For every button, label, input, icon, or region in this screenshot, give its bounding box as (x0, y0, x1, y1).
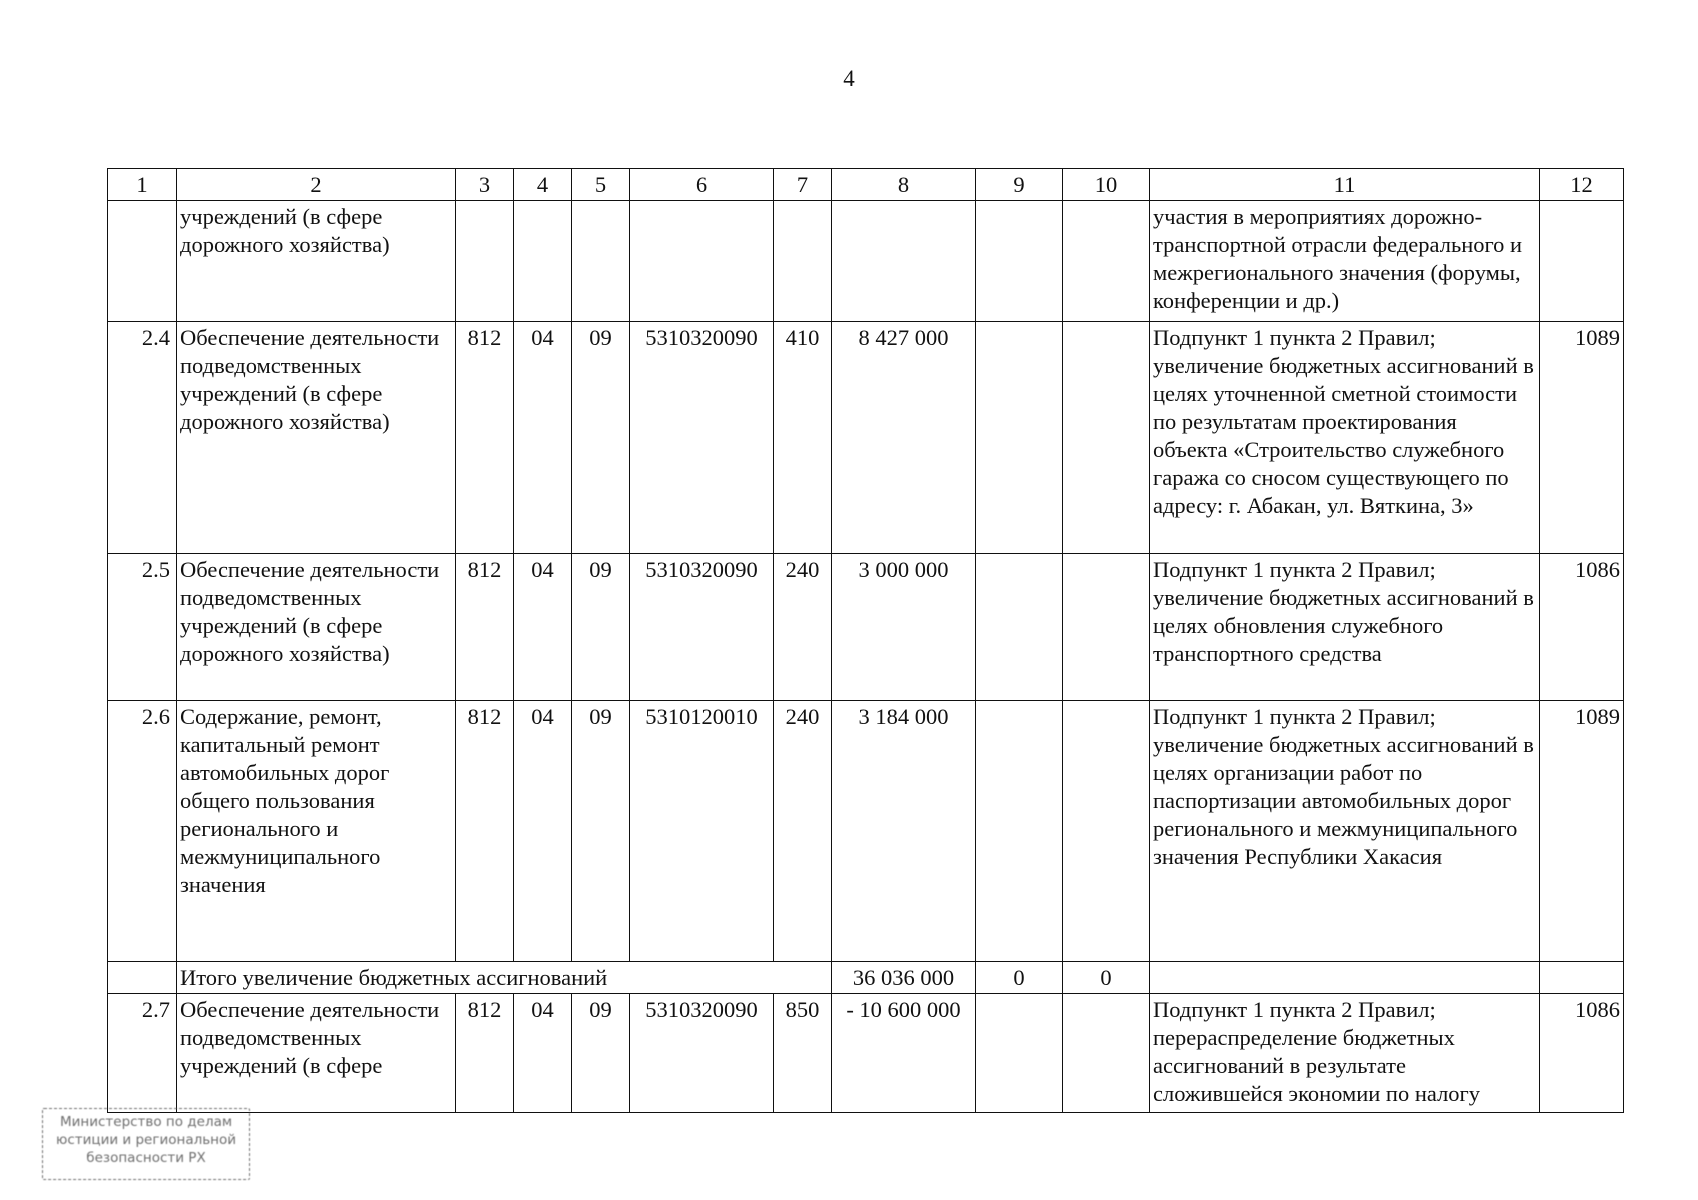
ministry-code-cell: 812 (456, 554, 514, 701)
amount-year2-cell (976, 554, 1063, 701)
expense-type-cell (774, 201, 832, 322)
amount-cell: - 10 600 000 (832, 994, 976, 1113)
budget-allocation-table (107, 168, 1624, 1113)
code-cell: 1089 (1540, 322, 1624, 554)
column-header: 2 (177, 169, 456, 201)
item-name-cell: учреждений (в сфере дорожного хозяйства) (177, 201, 456, 322)
total-label: Итого увеличение бюджетных ассигнований (177, 962, 832, 994)
table-row (108, 701, 1624, 962)
ministry-code-cell: 812 (456, 994, 514, 1113)
column-header: 9 (976, 169, 1063, 201)
column-header: 3 (456, 169, 514, 201)
target-article-cell: 5310320090 (630, 554, 774, 701)
target-article-cell: 5310320090 (630, 322, 774, 554)
code-cell: 1089 (1540, 701, 1624, 962)
section-code-cell: 04 (514, 701, 572, 962)
page-number: 4 (843, 66, 855, 91)
amount-year2-cell (976, 322, 1063, 554)
column-header: 11 (1150, 169, 1540, 201)
column-header: 5 (572, 169, 630, 201)
table-row (108, 322, 1624, 554)
total-row (108, 962, 1624, 994)
row-number-cell (108, 962, 177, 994)
subsection-code-cell: 09 (572, 701, 630, 962)
item-name-cell: Обеспечение деятельности подведомственных учреждений (в сфере дорожного хозяйства) (177, 322, 456, 554)
section-code-cell: 04 (514, 554, 572, 701)
justification-cell: Подпункт 1 пункта 2 Правил; перераспределение бюджетных ассигнований в результате сложившейся экономии по налогу (1150, 994, 1540, 1113)
amount-cell (832, 201, 976, 322)
section-code-cell (514, 201, 572, 322)
section-code-cell: 04 (514, 994, 572, 1113)
justification-cell (1150, 962, 1540, 994)
expense-type-cell: 410 (774, 322, 832, 554)
amount-year3-cell (1063, 994, 1150, 1113)
column-header: 7 (774, 169, 832, 201)
subsection-code-cell: 09 (572, 554, 630, 701)
item-name-cell: Содержание, ремонт, капитальный ремонт автомобильных дорог общего пользования регионального и межмуниципального значения (177, 701, 456, 962)
subsection-code-cell: 09 (572, 994, 630, 1113)
amount-year3-cell (1063, 554, 1150, 701)
header-row (108, 169, 1624, 201)
ministry-stamp (42, 1108, 250, 1180)
item-name-cell: Обеспечение деятельности подведомственных учреждений (в сфере (177, 994, 456, 1113)
column-header: 12 (1540, 169, 1624, 201)
total-amount-cell: 36 036 000 (832, 962, 976, 994)
amount-year3-cell (1063, 701, 1150, 962)
row-number-cell: 2.7 (108, 994, 177, 1113)
amount-year2-cell (976, 701, 1063, 962)
amount-year3-cell (1063, 322, 1150, 554)
subsection-code-cell (572, 201, 630, 322)
row-number-cell: 2.4 (108, 322, 177, 554)
code-cell: 1086 (1540, 554, 1624, 701)
row-number-cell (108, 201, 177, 322)
total-year3-cell: 0 (1063, 962, 1150, 994)
code-cell: 1086 (1540, 994, 1624, 1113)
subsection-code-cell: 09 (572, 322, 630, 554)
justification-cell: Подпункт 1 пункта 2 Правил; увеличение бюджетных ассигнований в целях обновления служебного транспортного средства (1150, 554, 1540, 701)
table-row (108, 994, 1624, 1113)
column-header: 10 (1063, 169, 1150, 201)
target-article-cell: 5310120010 (630, 701, 774, 962)
column-header: 4 (514, 169, 572, 201)
stamp-line: юстиции и региональной (55, 1132, 237, 1148)
code-cell (1540, 201, 1624, 322)
target-article-cell (630, 201, 774, 322)
ministry-code-cell: 812 (456, 322, 514, 554)
amount-cell: 8 427 000 (832, 322, 976, 554)
amount-year3-cell (1063, 201, 1150, 322)
justification-cell: Подпункт 1 пункта 2 Правил; увеличение бюджетных ассигнований в целях организации работ по паспортизации автомобильных дорог регионального и межмуниципального значения Республики Хакасия (1150, 701, 1540, 962)
expense-type-cell: 240 (774, 554, 832, 701)
amount-year2-cell (976, 994, 1063, 1113)
total-year2-cell: 0 (976, 962, 1063, 994)
justification-cell: участия в мероприятиях дорожно-транспортной отрасли федерального и межрегионального значения (форумы, конференции и др.) (1150, 201, 1540, 322)
amount-cell: 3 184 000 (832, 701, 976, 962)
target-article-cell: 5310320090 (630, 994, 774, 1113)
column-header: 6 (630, 169, 774, 201)
amount-cell: 3 000 000 (832, 554, 976, 701)
justification-cell: Подпункт 1 пункта 2 Правил; увеличение бюджетных ассигнований в целях уточненной сметной стоимости по результатам проектирования объекта «Строительство служебного гаража со сносом существующего по адресу: г. Абакан, ул. Вяткина, 3» (1150, 322, 1540, 554)
amount-year2-cell (976, 201, 1063, 322)
item-name-cell: Обеспечение деятельности подведомственных учреждений (в сфере дорожного хозяйства) (177, 554, 456, 701)
section-code-cell: 04 (514, 322, 572, 554)
stamp-line: безопасности РХ (86, 1150, 206, 1166)
expense-type-cell: 240 (774, 701, 832, 962)
column-header: 1 (108, 169, 177, 201)
ministry-code-cell: 812 (456, 701, 514, 962)
code-cell (1540, 962, 1624, 994)
stamp-line: Министерство по делам (59, 1114, 233, 1130)
table-row-continuation (108, 201, 1624, 322)
row-number-cell: 2.6 (108, 701, 177, 962)
column-header: 8 (832, 169, 976, 201)
expense-type-cell: 850 (774, 994, 832, 1113)
table-row (108, 554, 1624, 701)
row-number-cell: 2.5 (108, 554, 177, 701)
ministry-code-cell (456, 201, 514, 322)
